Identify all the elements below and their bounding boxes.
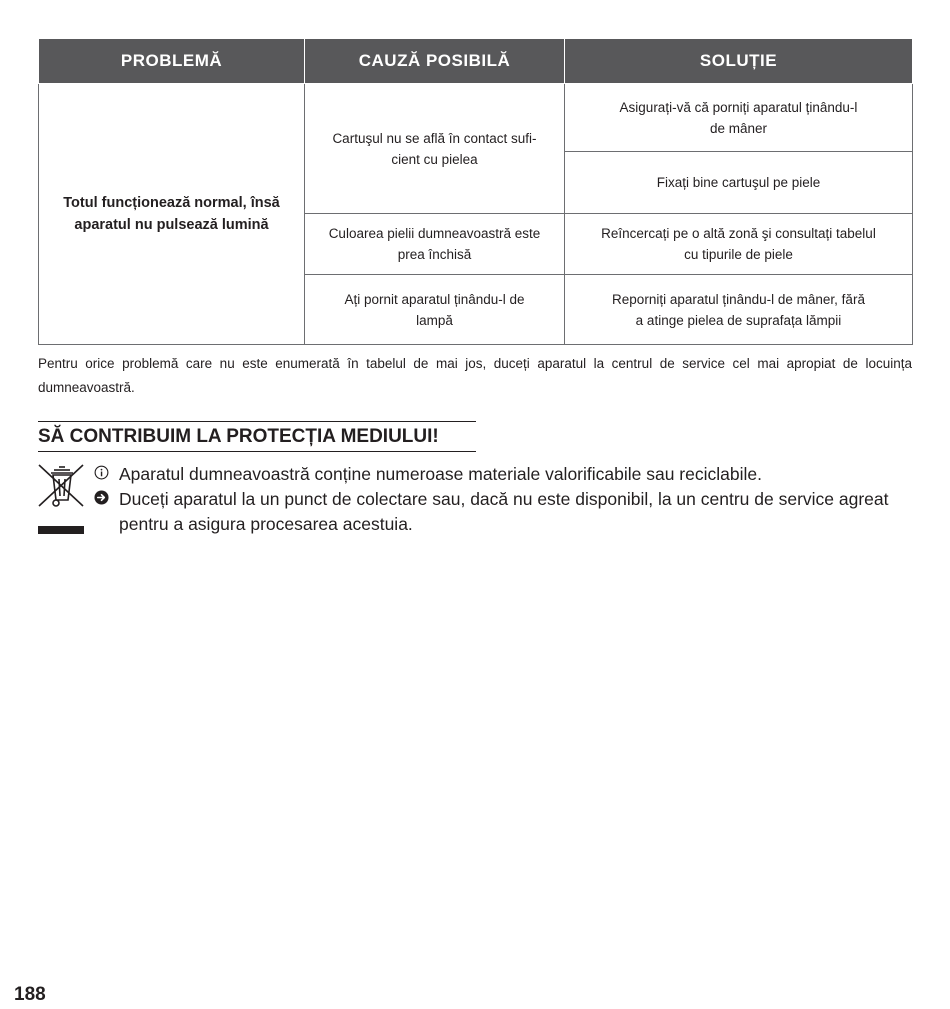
solution-cell: Asigurați-vă că porniți aparatul ținându-l de mâner — [565, 84, 913, 152]
service-note: Pentru orice problemă care nu este enumerată în tabelul de mai jos, duceți aparatul la centrul de service cel mai apropiat de locuința dumneavoastră. — [38, 356, 912, 395]
crossed-out-wheelie-bin-icon — [37, 462, 85, 538]
header-solution: SOLUȚIE — [565, 39, 913, 84]
cause-cell: Culoarea pielii dumneavoastră este prea închisă — [305, 214, 565, 275]
environment-heading: SĂ CONTRIBUIM LA PROTECȚIA MEDIULUI! — [38, 421, 476, 452]
list-item-text: Duceți aparatul la un punct de colectare sau, dacă nu este disponibil, la un centru de service agreat pentru a asigura procesarea acestuia. — [119, 489, 889, 534]
list-item — [90, 462, 920, 487]
list-item — [90, 487, 920, 537]
list-item-text: Aparatul dumneavoastră conține numeroase materiale valorificabile sau reciclabile. — [119, 464, 762, 484]
problem-cell: Totul funcționează normal, însă aparatul nu pulsează lumină — [39, 84, 305, 345]
header-problem: PROBLEMĂ — [39, 39, 305, 84]
cause-cell: Ați pornit aparatul ținându-l de lampă — [305, 275, 565, 345]
info-icon — [90, 462, 112, 480]
table-header-row — [39, 39, 913, 84]
arrow-right-icon — [90, 487, 112, 505]
environment-list — [90, 462, 920, 537]
solution-cell: Fixați bine cartuşul pe piele — [565, 152, 913, 214]
troubleshooting-table — [38, 38, 913, 345]
cause-cell: Cartuşul nu se află în contact sufi- cient cu pielea — [305, 84, 565, 214]
page-number: 188 — [14, 984, 46, 1005]
header-cause: CAUZĂ POSIBILĂ — [305, 39, 565, 84]
table-row — [39, 84, 913, 152]
solution-cell: Reîncercați pe o altă zonă şi consultați tabelul cu tipurile de piele — [565, 214, 913, 275]
solution-cell: Reporniți aparatul ținându-l de mâner, fără a atinge pielea de suprafața lămpii — [565, 275, 913, 345]
